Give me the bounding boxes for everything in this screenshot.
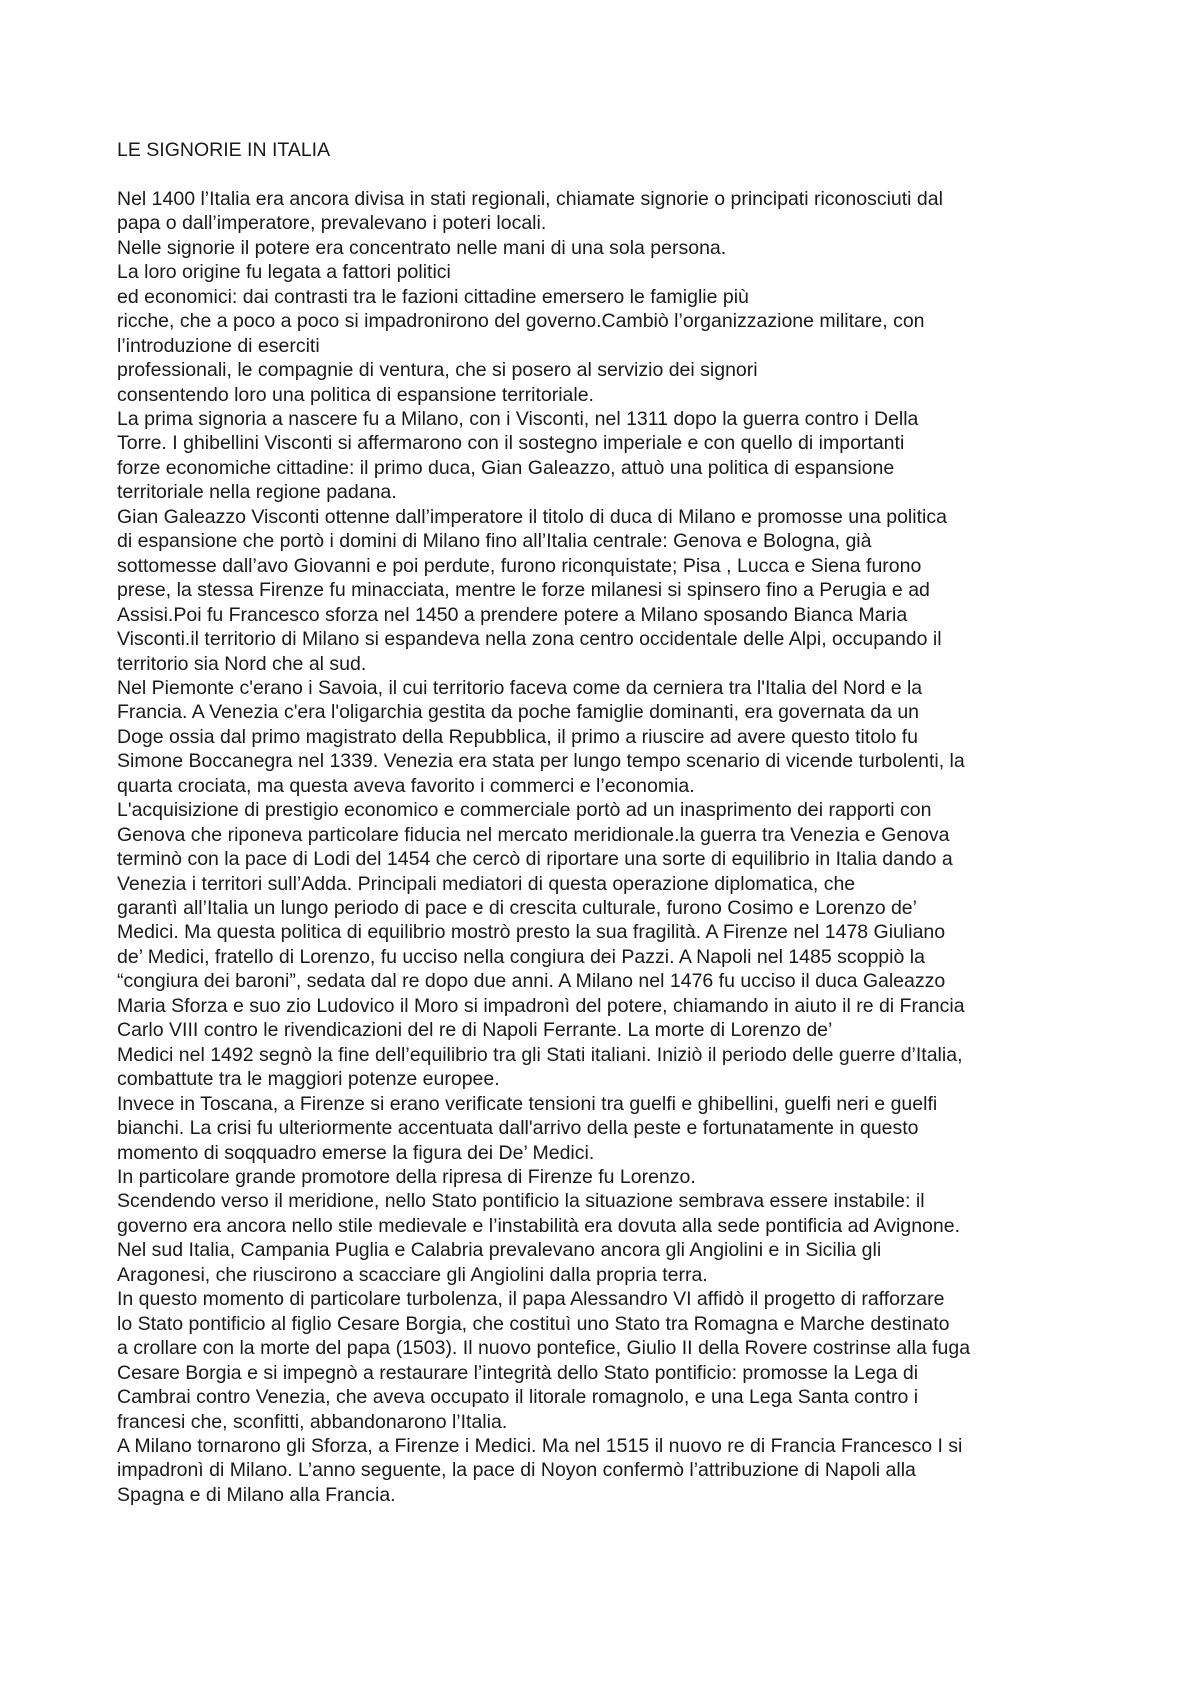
text-line: Visconti.il territorio di Milano si espandeva nella zona centro occidentale delle Alpi, occupando il (117, 628, 942, 651)
text-line: Carlo VIII contro le rivendicazioni del re di Napoli Ferrante. La morte di Lorenzo de’ (117, 1019, 833, 1042)
text-line: “congiura dei baroni”, sedata dal re dopo due anni. A Milano nel 1476 fu ucciso il duca Galeazzo (117, 970, 946, 993)
text-line: Nelle signorie il potere era concentrato nelle mani di una sola persona. (117, 236, 727, 259)
text-line: a crollare con la morte del papa (1503). Il nuovo pontefice, Giulio II della Rovere costrinse alla fuga (117, 1337, 971, 1360)
text-line: L'acquisizione di prestigio economico e commerciale portò ad un inasprimento dei rapporti con (117, 799, 932, 822)
text-line: territorio sia Nord che al sud. (117, 652, 367, 675)
text-line: impadronì di Milano. L’anno seguente, la pace di Noyon confermò l’attribuzione di Napoli alla (117, 1459, 916, 1482)
text-line: Nel sud Italia, Campania Puglia e Calabria prevalevano ancora gli Angiolini e in Sicilia gli (117, 1239, 882, 1262)
text-line: consentendo loro una politica di espansione territoriale. (117, 383, 594, 406)
text-line: La prima signoria a nascere fu a Milano, con i Visconti, nel 1311 dopo la guerra contro i Della (117, 407, 919, 430)
text-line: de’ Medici, fratello di Lorenzo, fu ucciso nella congiura dei Pazzi. A Napoli nel 1485 scoppiò la (117, 945, 925, 968)
text-line: Simone Boccanegra nel 1339. Venezia era stata per lungo tempo scenario di vicende turbolenti, la (117, 750, 965, 773)
text-line: professionali, le compagnie di ventura, che si posero al servizio dei signori (117, 359, 758, 382)
text-line: Doge ossia dal primo magistrato della Repubblica, il primo a riuscire ad avere questo titolo fu (117, 725, 918, 748)
text-line: Torre. I ghibellini Visconti si affermarono con il sostegno imperiale e con quello di importanti (117, 432, 905, 455)
text-line: sottomesse dall’avo Giovanni e poi perdute, furono riconquistate; Pisa , Lucca e Siena furono (117, 554, 922, 577)
text-line: Gian Galeazzo Visconti ottenne dall’imperatore il titolo di duca di Milano e promosse una politica (117, 505, 947, 528)
text-line: quarta crociata, ma questa aveva favorito i commerci e l’economia. (117, 774, 695, 797)
text-line: Francia. A Venezia c'era l'oligarchia gestita da poche famiglie dominanti, era governata da un (117, 701, 920, 724)
text-line: In particolare grande promotore della ripresa di Firenze fu Lorenzo. (117, 1166, 696, 1189)
text-line: garantì all’Italia un lungo periodo di pace e di crescita culturale, furono Cosimo e Lorenzo de’ (117, 897, 917, 920)
text-line: Invece in Toscana, a Firenze si erano verificate tensioni tra guelfi e ghibellini, guelfi neri e guelfi (117, 1092, 938, 1115)
text-line: Maria Sforza e suo zio Ludovico il Moro si impadronì del potere, chiamando in aiuto il re di Francia (117, 994, 965, 1017)
text-line: ed economici: dai contrasti tra le fazioni cittadine emersero le famiglie più (117, 285, 749, 308)
text-line: momento di soqquadro emerse la figura dei De’ Medici. (117, 1141, 595, 1164)
text-line: Medici. Ma questa politica di equilibrio mostrò presto la sua fragilità. A Firenze nel 1478 Giuliano (117, 921, 946, 944)
text-line: ricche, che a poco a poco si impadronirono del governo.Cambiò l’organizzazione militare, con (117, 310, 925, 333)
text-line: di espansione che portò i domini di Milano fino all’Italia centrale: Genova e Bologna, già (117, 530, 872, 553)
text-line: Assisi.Poi fu Francesco sforza nel 1450 a prendere potere a Milano sposando Bianca Maria (117, 603, 908, 626)
text-line: Nel Piemonte c'erano i Savoia, il cui territorio faceva come da cerniera tra l'Italia del Nord e la (117, 676, 923, 699)
text-line: papa o dall’imperatore, prevalevano i poteri locali. (117, 212, 547, 235)
text-line: Medici nel 1492 segnò la fine dell’equilibrio tra gli Stati italiani. Iniziò il periodo delle guerre d’Italia, (117, 1043, 963, 1066)
text-line: territoriale nella regione padana. (117, 481, 397, 504)
text-line: Venezia i territori sull’Adda. Principali mediatori di questa operazione diplomatica, che (117, 872, 856, 895)
document-text (117, 187, 1097, 1507)
text-line: Spagna e di Milano alla Francia. (117, 1483, 396, 1506)
text-line: La loro origine fu legata a fattori politici (117, 261, 451, 284)
document-body (117, 138, 1097, 1507)
text-line: combattute tra le maggiori potenze europee. (117, 1068, 500, 1091)
text-line: forze economiche cittadine: il primo duca, Gian Galeazzo, attuò una politica di espansione (117, 456, 895, 479)
text-line: l’introduzione di eserciti (117, 334, 320, 357)
text-line: bianchi. La crisi fu ulteriormente accentuata dall'arrivo della peste e fortunatamente in questo (117, 1117, 919, 1140)
text-line: terminò con la pace di Lodi del 1454 che cercò di riportare una sorte di equilibrio in Italia dando a (117, 848, 953, 871)
text-line: prese, la stessa Firenze fu minacciata, mentre le forze milanesi si spinsero fino a Perugia e ad (117, 579, 930, 602)
text-line: Genova che riponeva particolare fiducia nel mercato meridionale.la guerra tra Venezia e Genova (117, 823, 950, 846)
document-title: LE SIGNORIE IN ITALIA (117, 139, 331, 161)
text-line: Cambrai contro Venezia, che aveva occupato il litorale romagnolo, e una Lega Santa contro i (117, 1386, 919, 1409)
text-line: Scendendo verso il meridione, nello Stato pontificio la situazione sembrava essere instabile: il (117, 1190, 925, 1213)
text-line: lo Stato pontificio al figlio Cesare Borgia, che costituì uno Stato tra Romagna e Marche destinato (117, 1312, 950, 1335)
text-line: Aragonesi, che riuscirono a scacciare gli Angiolini dalla propria terra. (117, 1263, 708, 1286)
text-line: francesi che, sconfitti, abbandonarono l’Italia. (117, 1410, 508, 1433)
text-line: A Milano tornarono gli Sforza, a Firenze i Medici. Ma nel 1515 il nuovo re di Francia Francesco I si (117, 1435, 963, 1457)
text-line: Nel 1400 l’Italia era ancora divisa in stati regionali, chiamate signorie o principati riconosciuti dal (117, 187, 943, 210)
text-line: Cesare Borgia e si impegnò a restaurare l’integrità dello Stato pontificio: promosse la Lega di (117, 1361, 919, 1384)
text-line: In questo momento di particolare turbolenza, il papa Alessandro VI affidò il progetto di rafforzare (117, 1288, 945, 1311)
text-line: governo era ancora nello stile medievale e l’instabilità era dovuta alla sede pontificia ad Avignone. (117, 1214, 961, 1237)
